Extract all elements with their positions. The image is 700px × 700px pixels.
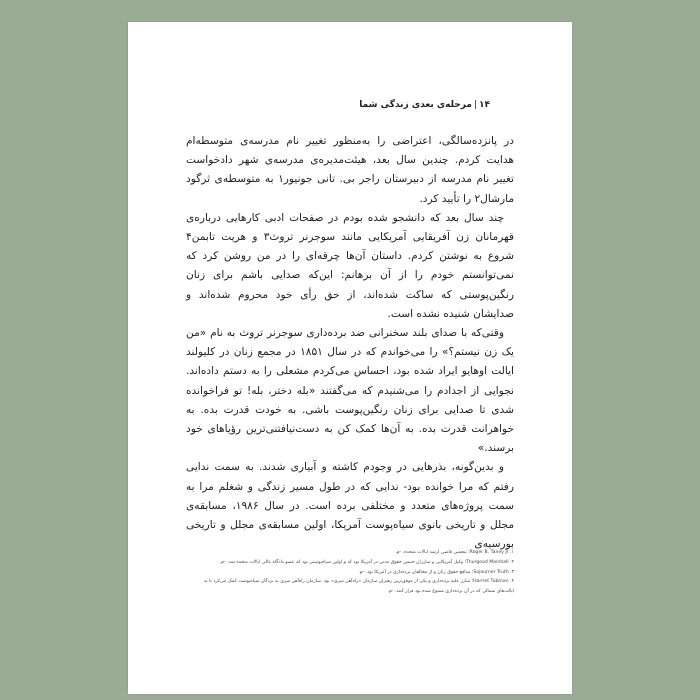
book-page <box>128 22 572 694</box>
footnote: ایالت‌های شمالی که در آن برده‌داری ممنوع شده بود فرار کنند. -م. <box>387 589 514 595</box>
paragraph: وقتی‌که با صدای بلند سخنرانی ضد برده‌داری سوجرنر تروث به نام «من یک زن نیستم؟» را می‌خواندم که در سال ۱۸۵۱ در مجمع زنان در کلیولند ایالت اوهایو ایراد شده بود، احساس می‌کردم مشعلی را به دستم داده‌اند. نجوایی از اجدادم را می‌شنیدم که می‌گفتند «بله دختر، بله! تو فراخوانده شدی تا صدایی برای زنان رنگین‌پوست باشی. به خودت قدرت بده. به خواهرانت قدرت بده. به آن‌ها کمک کن به دست‌نیافتنی‌ترین رؤیاهای خود برسند.» <box>186 327 514 455</box>
header-separator: | <box>473 100 477 110</box>
page-number: ۱۴ <box>479 100 490 110</box>
footnote: ۱. Roger B. Taney Jr؛ پنجمین قاضی ارشد ایالات متحده. -م. <box>395 550 514 555</box>
running-header <box>359 100 490 110</box>
footnote: ۳. Sojourner Truth؛ مدافع حقوق زنان و از مخالفان برده‌داری در آمریکا بود. -م. <box>358 569 514 575</box>
body-text <box>186 132 514 554</box>
footnote: ۲. Thurgood Marshall؛ وکیل آمریکایی و مبارزان جنبش حقوق مدنی در آمریکا بود که و اولین سیاه‌پوستی بود که عضو دادگاه عالی ایالات متحده شد. -م. <box>219 559 514 565</box>
chapter-title: مرحله‌ی بعدی زندگی شما <box>359 100 472 110</box>
paragraph: در پانزده‌سالگی، اعتراضی را به‌منظور تغییر نام مدرسه‌ی متوسطه‌ام هدایت کردم. چندین سال بعد، هیئت‌مدیره‌ی مدرسه‌ی شهر دادخواست تغییر نام مدرسه از دبیرستان راجر بی. تانی جونیور۱ به متوسطه‌ی ثرگود مارشال۲ را تأیید کرد. <box>186 135 515 205</box>
paragraph: و بدین‌گونه، بذرهایی در وجودم کاشته و آبیاری شدند. به سمت ندایی رفتم که مرا خوانده بود- ندایی که در طول مسیر زندگی و شغلم مرا به سمت پروژه‌های متعدد و مختلفی برده است. در سال ۱۹۸۶، مسابقه‌ی مجلل و تاریخی بانوی سیاه‌پوست آمریکا، اولین مسابقه‌ی مجلل و تاریخی بورسیه‌ی <box>186 461 514 551</box>
footnotes <box>186 548 514 597</box>
paragraph: چند سال بعد که دانشجو شده بودم در صفحات ادبی کارهایی درباره‌ی قهرمانان زن آفریقایی آمریکایی مانند سوجرنر تروث۳ و هریت تابمن۴ شروع به نوشتن کردم. داستان آن‌ها چرقه‌ای را در من روشن کرد که نمی‌توانستم خودم را از آن برهانم: این‌که صدایی باشم برای زنان رنگین‌پوستی که ساکت شده‌اند، از حق رأی خود محروم شده‌اند و صدایشان شنیده نشده است. <box>186 211 514 320</box>
footnote: ۴. Harriet Tubman؛ مبارز علیه برده‌داری و یکی از موفق‌ترین رهبران سازمان «راه‌آهن سری» بود. سازمان راه‌آهن سری به بردگان سیاه‌پوست کمک می‌کرد تا به <box>203 579 514 585</box>
